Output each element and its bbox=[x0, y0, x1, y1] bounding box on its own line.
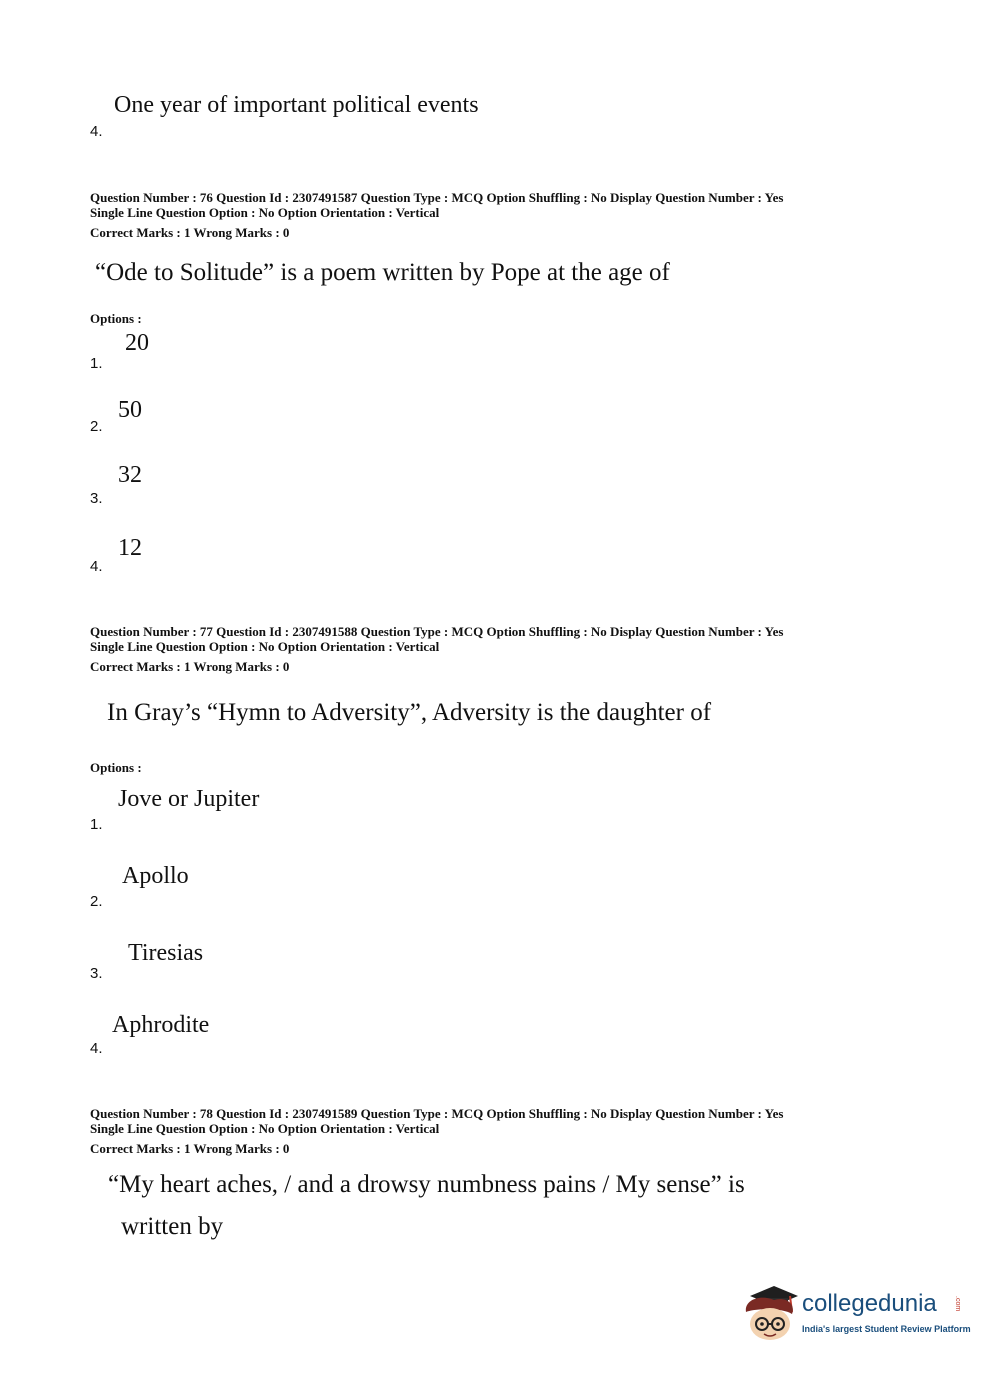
logo-name: collegedunia bbox=[802, 1290, 937, 1317]
question-meta-line1: Question Number : 77 Question Id : 2307491588 Question Type : MCQ Option Shuffling : No Display Question Number : Yes bbox=[90, 624, 784, 639]
option-2-text: 50 bbox=[118, 397, 142, 423]
question-meta-line1: Question Number : 78 Question Id : 2307491589 Question Type : MCQ Option Shuffling : No Display Question Number : Yes bbox=[90, 1106, 784, 1121]
question-marks: Correct Marks : 1 Wrong Marks : 0 bbox=[90, 225, 290, 240]
question-meta-line2: Single Line Question Option : No Option Orientation : Vertical bbox=[90, 639, 440, 654]
option-4-text: Aphrodite bbox=[112, 1012, 210, 1038]
question-marks: Correct Marks : 1 Wrong Marks : 0 bbox=[90, 659, 290, 674]
prev-option-4-number: 4. bbox=[90, 123, 103, 140]
mascot-icon bbox=[740, 1282, 800, 1344]
option-1-text: 20 bbox=[125, 330, 149, 356]
question-meta-line2: Single Line Question Option : No Option Orientation : Vertical bbox=[90, 1121, 440, 1136]
option-3-text: 32 bbox=[118, 462, 142, 488]
options-label: Options : bbox=[90, 760, 142, 775]
collegedunia-logo[interactable] bbox=[740, 1282, 980, 1352]
options-label: Options : bbox=[90, 311, 142, 326]
option-4-number: 4. bbox=[90, 558, 103, 575]
option-2-number: 2. bbox=[90, 418, 103, 435]
question-text-line2: written by bbox=[121, 1213, 224, 1240]
logo-tagline: India's largest Student Review Platform bbox=[802, 1324, 971, 1334]
option-3-text: Tiresias bbox=[128, 940, 204, 966]
option-1-number: 1. bbox=[90, 816, 103, 833]
option-4-number: 4. bbox=[90, 1040, 103, 1057]
question-meta-line1: Question Number : 76 Question Id : 2307491587 Question Type : MCQ Option Shuffling : No Display Question Number : Yes bbox=[90, 190, 784, 205]
question-marks: Correct Marks : 1 Wrong Marks : 0 bbox=[90, 1141, 290, 1156]
option-3-number: 3. bbox=[90, 490, 103, 507]
question-text-line1: “My heart aches, / and a drowsy numbness pains / My sense” is bbox=[108, 1171, 745, 1198]
logo-suffix: .com bbox=[954, 1296, 961, 1312]
option-2-text: Apollo bbox=[122, 863, 189, 889]
option-1-text: Jove or Jupiter bbox=[118, 786, 260, 812]
option-2-number: 2. bbox=[90, 893, 103, 910]
option-4-text: 12 bbox=[118, 535, 142, 561]
question-text: “Ode to Solitude” is a poem written by Pope at the age of bbox=[95, 259, 670, 286]
option-3-number: 3. bbox=[90, 965, 103, 982]
option-1-number: 1. bbox=[90, 355, 103, 372]
question-text: In Gray’s “Hymn to Adversity”, Adversity is the daughter of bbox=[107, 699, 712, 726]
prev-option-4-text: One year of important political events bbox=[114, 92, 479, 118]
question-meta-line2: Single Line Question Option : No Option Orientation : Vertical bbox=[90, 205, 440, 220]
